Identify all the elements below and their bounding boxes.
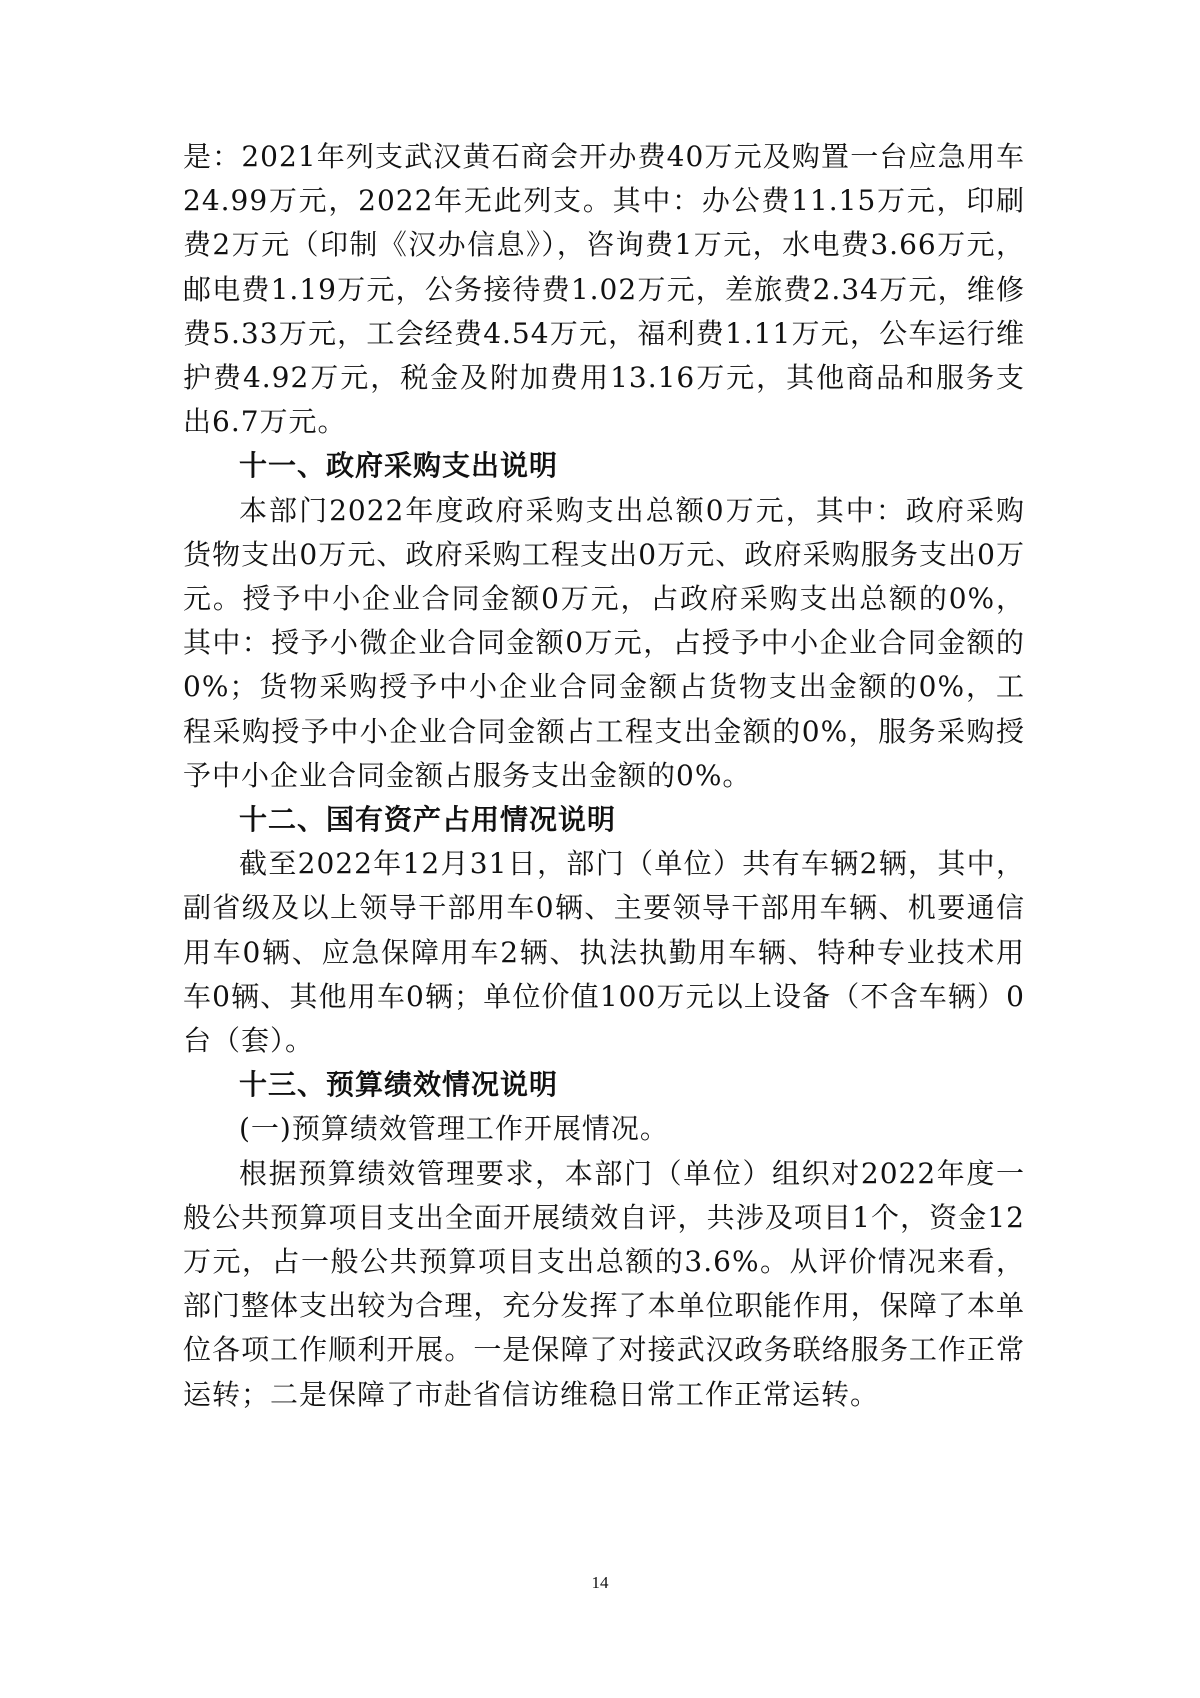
heading-budget-performance: 十三、预算绩效情况说明 (239, 1068, 559, 1102)
page-number: 14 (591, 1573, 609, 1592)
paragraph-state-assets: 截至2022年12月31日，部门（单位）共有车辆2辆，其中，副省级及以上领导干部用车0辆、主要领导干部用车辆、机要通信用车0辆、应急保障用车2辆、执法执勤用车辆、特种专业技术用车0辆、其他用车0辆；单位价值100万元以上设备（不含车辆）0台（套）。 (183, 847, 1025, 1058)
paragraph-government-procurement: 本部门2022年度政府采购支出总额0万元，其中：政府采购货物支出0万元、政府采购工程支出0万元、政府采购服务支出0万元。授予中小企业合同金额0万元，占政府采购支出总额的0%，其中：授予小微企业合同金额0万元，占授予中小企业合同金额的0%；货物采购授予中小企业合同金额占货物支出金额的0%，工程采购授予中小企业合同金额占工程支出金额的0%，服务采购授予中小企业合同金额占服务支出金额的0%。 (183, 493, 1025, 792)
paragraph-expense-details: 是：2021年列支武汉黄石商会开办费40万元及购置一台应急用车24.99万元，2022年无此列支。其中：办公费11.15万元，印刷费2万元（印制《汉办信息》），咨询费1万元，水电费3.66万元，邮电费1.19万元，公务接待费1.02万元，差旅费2.34万元，维修费5.33万元，工会经费4.54万元，福利费1.11万元，公车运行维护费4.92万元，税金及附加费用13.16万元，其他商品和服务支出6.7万元。 (183, 140, 1025, 439)
subheading-performance-management: (一)预算绩效管理工作开展情况。 (239, 1112, 669, 1146)
heading-state-assets: 十二、国有资产占用情况说明 (239, 803, 617, 837)
document-body (183, 135, 1025, 1417)
heading-government-procurement: 十一、政府采购支出说明 (239, 449, 559, 483)
paragraph-performance-evaluation: 根据预算绩效管理要求，本部门（单位）组织对2022年度一般公共预算项目支出全面开展绩效自评，共涉及项目1个，资金12万元，占一般公共预算项目支出总额的3.6%。从评价情况来看，部门整体支出较为合理，充分发挥了本单位职能作用，保障了本单位各项工作顺利开展。一是保障了对接武汉政务联络服务工作正常运转；二是保障了市赴省信访维稳日常工作正常运转。 (183, 1156, 1025, 1411)
